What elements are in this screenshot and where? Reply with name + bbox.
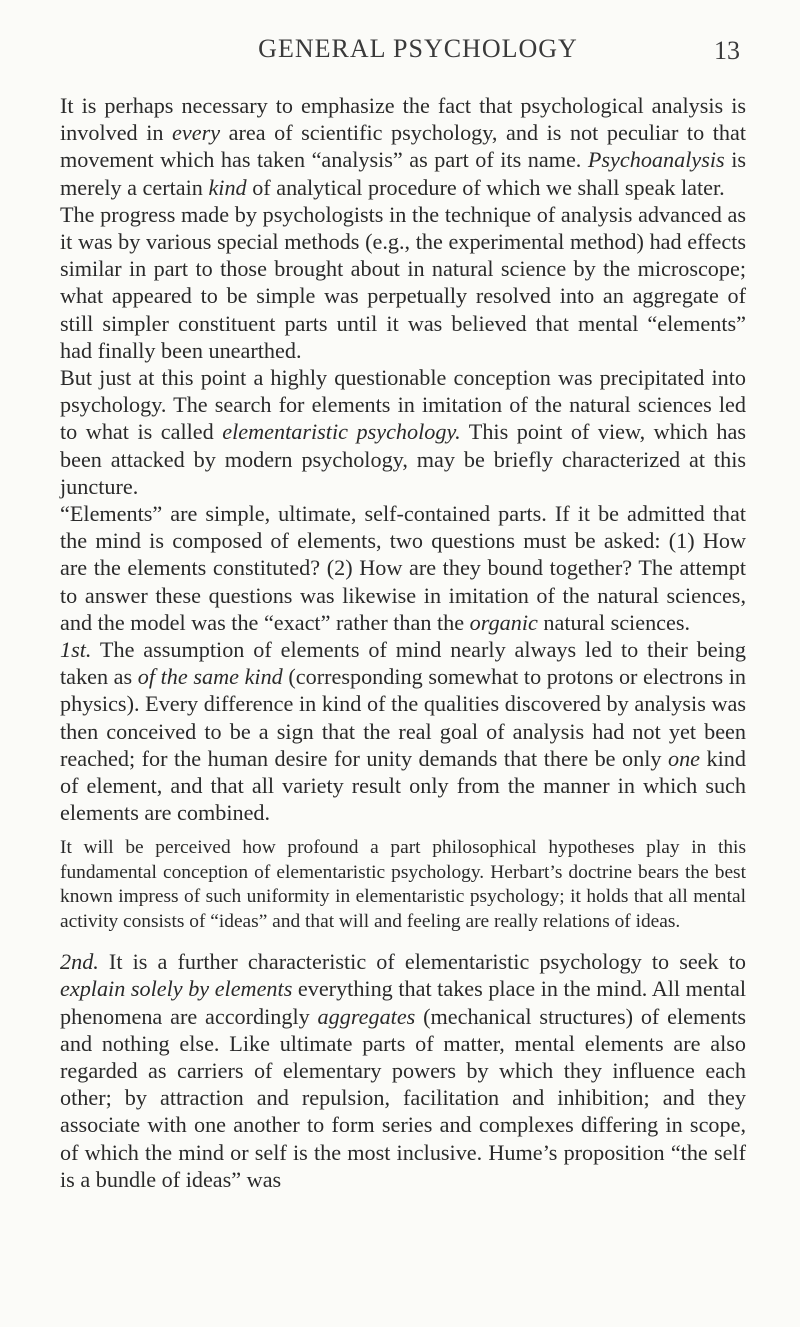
text-run: But just at this point a highly questionable conception was precipitated into psychology. The search for elements in imitation of the natural sciences led to what is called <box>60 365 746 445</box>
text-run: is merely a certain <box>60 147 746 200</box>
page-body <box>60 92 746 1193</box>
text-run: area of scientific psychology, and is not peculiar to that movement which has taken “analysis” as part of its name. <box>60 120 746 173</box>
text-run: (mechanical structures) of elements and nothing else. Like ultimate parts of matter, mental elements are also regarded as carriers of elementary powers by which they influence each other; by attraction and repulsion, facilitation and inhibition; and they associate with one another to form series and complexes differing in scope, of which the mind or self is the most inclusive. Hume’s proposition “the self is a bundle of ideas” was <box>60 1003 746 1192</box>
text-run: “Elements” are simple, ultimate, self-contained parts. If it be admitted that the mind is composed of elements, two questions must be asked: (1) How are the elements constituted? (2) How are they bound together? The attempt to answer these questions was likewise in imitation of the natural sciences, and the model was the “exact” rather than the <box>60 501 746 635</box>
page-header <box>96 34 740 74</box>
text-run: natural sciences. <box>537 609 691 635</box>
running-head: GENERAL PSYCHOLOGY <box>258 34 578 63</box>
emphasis: of the same kind <box>137 664 283 690</box>
text-run: It is a further characteristic of elementaristic psychology to seek to <box>98 949 746 975</box>
text-run: The assumption of elements of mind nearly always led to their being taken as <box>60 637 746 690</box>
emphasis: elementaristic psychology. <box>222 419 461 445</box>
emphasis: aggregates <box>317 1003 416 1029</box>
text-run: of analytical procedure of which we shall speak later. <box>246 174 725 200</box>
emphasis: 1st. <box>60 637 92 663</box>
paragraph <box>60 92 746 201</box>
emphasis: organic <box>469 609 538 635</box>
emphasis: kind <box>208 174 247 200</box>
paragraph: The progress made by psychologists in the technique of analysis advanced as it was by various special methods (e.g., the experimental method) had effects similar in part to those brought about in natural science by the microscope; what appeared to be simple was perpetually resolved into an aggregate of still simpler constituent parts until it was believed that mental “elements” had finally been unearthed. <box>60 201 746 363</box>
text-run: It is perhaps necessary to emphasize the fact that psychological analysis is involved in <box>60 93 746 146</box>
text-run: This point of view, which has been attacked by modern psychology, may be briefly characterized at this juncture. <box>60 419 746 499</box>
paragraph <box>60 364 746 500</box>
text-run: kind of element, and that all variety result only from the manner in which such elements are combined. <box>60 745 746 826</box>
emphasis: Psychoanalysis <box>587 147 725 173</box>
paragraph <box>60 500 746 636</box>
text-run: everything that takes place in the mind. All mental phenomena are accordingly <box>60 976 746 1029</box>
emphasis: one <box>667 745 701 771</box>
footnote-paragraph: It will be perceived how profound a part philosophical hypotheses play in this fundamental conception of elementaristic psychology. Herbart’s doctrine bears the best known impress of such uniformity in elementaristic psychology; it holds that all mental activity consists of “ideas” and that will and feeling are really relations of ideas. <box>60 837 746 932</box>
paragraph <box>60 636 746 826</box>
paragraph <box>60 948 746 1193</box>
emphasis: 2nd. <box>60 949 99 975</box>
emphasis: explain solely by elements <box>60 976 293 1002</box>
emphasis: every <box>172 120 221 146</box>
page-number: 13 <box>714 36 740 65</box>
text-run: (corresponding somewhat to protons or electrons in physics). Every difference in kind of the qualities discovered by analysis was then conceived to be a sign that the real goal of analysis had not yet been reached; for the human desire for unity demands that there be only <box>60 664 746 771</box>
